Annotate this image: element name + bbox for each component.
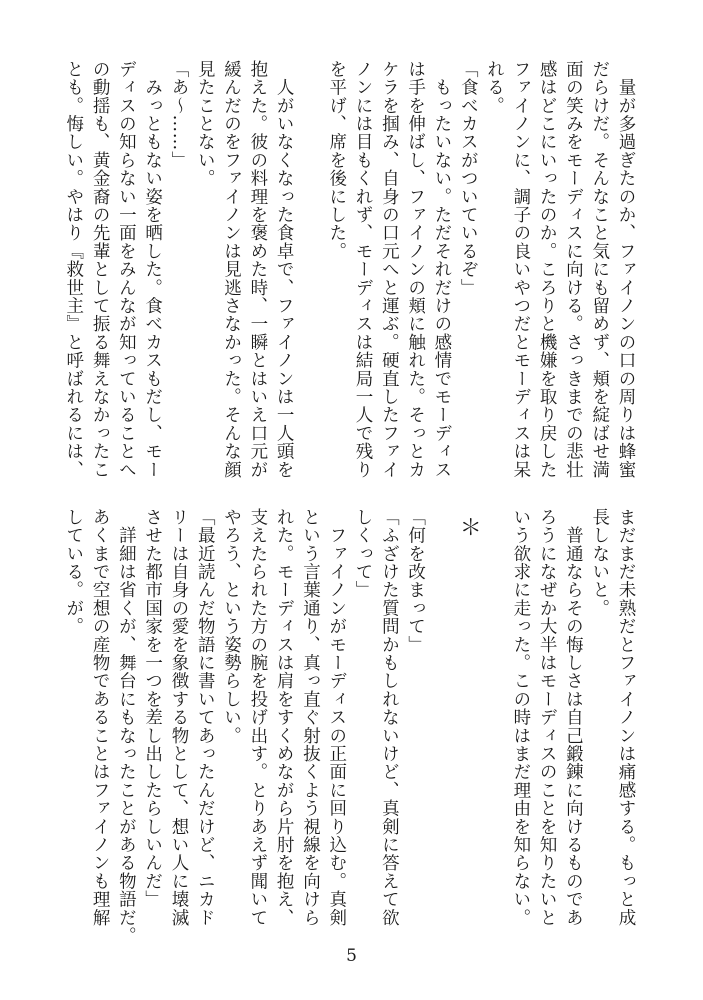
text-line: いう欲求に走った。この時はまだ理由を知らない。: [510, 508, 531, 927]
page-number: 5: [346, 946, 357, 966]
blank-line: [429, 508, 455, 920]
text-line: ディスの知らない一面をみんなが知っていることへ: [116, 60, 137, 479]
blank-line: [297, 60, 323, 472]
text-line: 支えたられた方の腕を投げ出す。とりあえず聞いて: [247, 508, 268, 927]
text-line: ケラを掴み、自身の口元へと運ぶ。硬直したファイ: [379, 60, 400, 479]
text-line: 普通ならその悔しさは自己鍛錬に向けるものであ: [563, 508, 584, 927]
lower-text-block: [60, 508, 639, 945]
blank-line: [481, 508, 507, 920]
text-line: ろうになぜか大半はモーディスのことを知りたいと: [537, 508, 558, 927]
text-line: れる。: [484, 60, 505, 115]
text-line: やろう、という姿勢らしい。: [221, 508, 242, 745]
text-line: 「あ〜……」: [168, 60, 189, 170]
text-line: 長しないと。: [589, 508, 610, 618]
text-line: 人がいなくなった食卓で、ファイノンは一人頭を: [274, 60, 295, 479]
text-line: 面の笑みをモーディスに向ける。さっきまでの悲壮: [563, 60, 584, 479]
upper-text-block: [60, 60, 639, 479]
text-line: を平げ、席を後にした。: [326, 60, 347, 261]
text-line: 「ふざけた質問かもしれないけど、真剣に答えて欲: [379, 508, 400, 927]
text-line: ファイノンがモーディスの正面に回り込む。真剣: [326, 508, 347, 927]
text-line: まだまだ未熟だとファイノンは痛感する。もっと成: [616, 508, 636, 927]
text-line: とも。悔しい。やはり『救世主』と呼ばれるには、: [63, 60, 84, 479]
text-line: 緩んだのをファイノンは見逃さなかった。そんな顔: [221, 60, 242, 479]
text-line: ファイノンに、調子の良いやつだとモーディスは呆: [510, 60, 531, 479]
text-line: ノンには目もくれず、モーディスは結局一人で残り: [353, 60, 374, 479]
text-line: 「何を改まって」: [405, 508, 426, 654]
text-line: 量が多過ぎたのか、ファイノンの口の周りは蜂蜜: [616, 60, 636, 479]
text-line: みっともない姿を晒した。食べカスもだし、モー: [142, 60, 163, 479]
scene-break-asterisk: ＊: [456, 516, 482, 539]
text-line: あくまで空想の産物であることはファイノンも理解: [90, 508, 111, 927]
text-line: の動揺も、黄金裔の先輩として振る舞えなかったこ: [90, 60, 111, 479]
text-line: という言葉通り、真っ直ぐ射抜くよう視線を向けら: [300, 508, 321, 927]
text-line: している。が。: [63, 508, 84, 636]
text-line: 「食べカスがついているぞ」: [458, 60, 479, 297]
text-line: 見たことない。: [195, 60, 216, 188]
text-line: させた都市国家を一つを差し出したらしいんだ」: [142, 508, 163, 909]
text-line: リーは自身の愛を象徴する物として、想い人に壊滅: [168, 508, 189, 927]
text-line: だらけだ。そんなこと気にも留めず、頬を綻ばせ満: [589, 60, 610, 479]
text-line: 感はどこにいったのか。ころりと機嫌を取り戻した: [537, 60, 558, 479]
text-line: もったいない。ただそれだけの感情でモーディス: [431, 60, 452, 479]
text-line: れた。モーディスは肩をすくめながら片肘を抱え、: [274, 508, 295, 927]
text-line: しくって」: [353, 508, 374, 599]
text-line: 「最近読んだ物語に書いてあったんだけど、ニカド: [195, 508, 216, 927]
text-line: は手を伸ばし、ファイノンの頬に触れた。そっとカ: [405, 60, 426, 479]
text-line: 詳細は省くが、舞台にもなったことがある物語だ。: [116, 508, 137, 945]
text-line: 抱えた。彼の料理を褒めた時、一瞬とはいえ口元が: [247, 60, 268, 479]
